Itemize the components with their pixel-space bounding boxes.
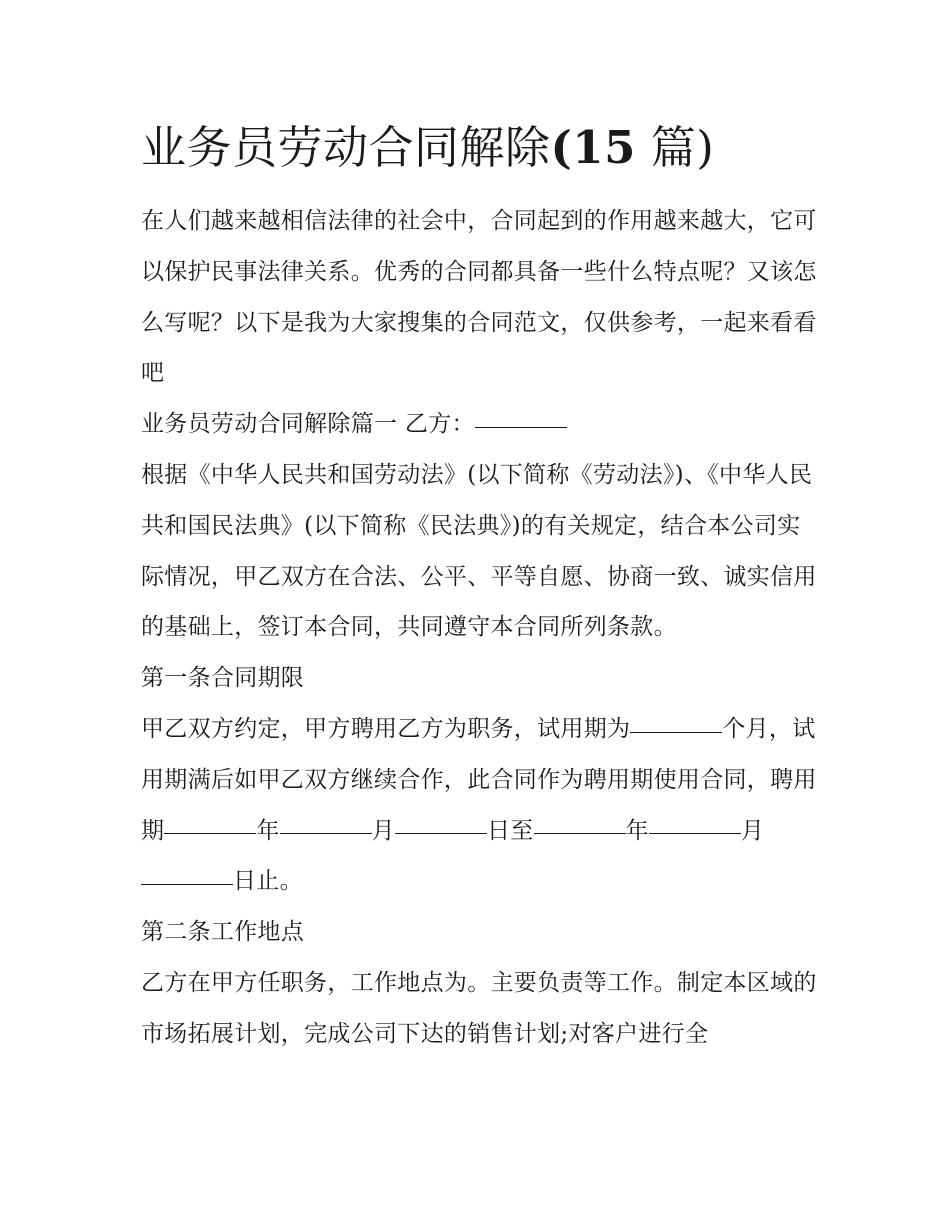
- start-day-blank: [395, 832, 487, 834]
- end-month-blank: [649, 832, 741, 834]
- party-b-blank: [475, 426, 567, 428]
- title-count: (15: [550, 121, 636, 174]
- start-month-blank: [280, 832, 372, 834]
- article-2-body: 乙方在甲方任职务，工作地点为。主要负责等工作。制定本区域的市场拓展计划，完成公司下达的销售计划;对客户进行全: [141, 969, 817, 1047]
- unit-year-1: 年: [256, 817, 280, 844]
- end-year-blank: [534, 832, 626, 834]
- article-1-text-a: 甲乙双方约定，甲方聘用乙方为职务，试用期为: [141, 715, 631, 742]
- start-year-blank: [164, 832, 256, 834]
- probation-blank: [630, 731, 722, 733]
- title-main: 业务员劳动合同解除: [141, 121, 551, 174]
- document-title: [141, 118, 714, 178]
- basis-paragraph: 根据《中华人民共和国劳动法》(以下简称《劳动法》)、《中华人民共和国民法典》(以下简称《民法典》)的有关规定，结合本公司实际情况，甲乙双方在合法、公平、平等自愿、协商一致、诚实信用的基础上，签订本合同，共同遵守本合同所列条款。: [141, 461, 817, 641]
- unit-year-2: 年: [625, 817, 649, 844]
- article-1-heading: 第一条合同期限: [141, 665, 305, 692]
- unit-day-to: 日至: [486, 817, 534, 844]
- section-heading-text: 业务员劳动合同解除篇一 乙方：: [141, 411, 475, 438]
- unit-month-1: 月: [371, 817, 395, 844]
- title-suffix: 篇): [650, 121, 715, 174]
- end-day-blank: [141, 883, 233, 885]
- intro-paragraph: 在人们越来越相信法律的社会中，合同起到的作用越来越大，它可以保护民事法律关系。优秀的合同都具备一些什么特点呢？又该怎么写呢？以下是我为大家搜集的合同范文，仅供参考，一起来看看吧: [141, 208, 817, 387]
- section-heading: [141, 399, 821, 450]
- document-body: [141, 196, 821, 1060]
- unit-day-end: 日止。: [233, 868, 303, 895]
- unit-month-2: 月: [740, 817, 765, 844]
- article-2-heading: 第二条工作地点: [141, 919, 305, 946]
- article-1-body: [141, 704, 821, 907]
- article-1-text-b: 个月，试用期满后如甲乙双方继续合作，此合同作为聘用期使用合同，聘用期: [141, 715, 817, 844]
